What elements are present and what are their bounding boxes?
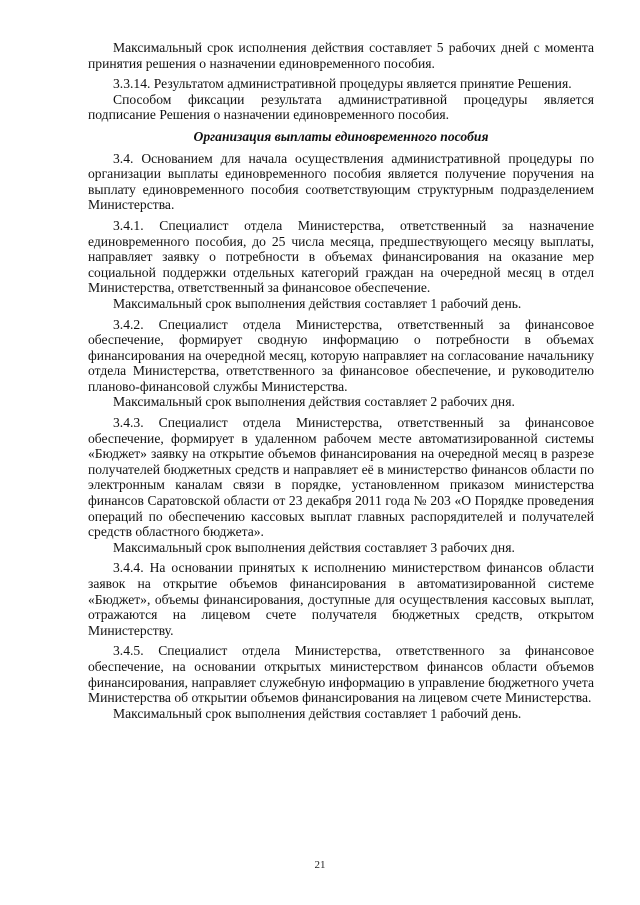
paragraph-max-term-1-day: Максимальный срок выполнения действия составляет 1 рабочий день. xyxy=(113,295,522,311)
paragraph-max-term-1-day-final: Максимальный срок выполнения действия составляет 1 рабочий день. xyxy=(113,705,522,721)
paragraph-max-term-3-days: Максимальный срок выполнения действия составляет 3 рабочих дня. xyxy=(113,539,515,555)
paragraph-fixation-method: Способом фиксации результата административной процедуры является подписание Решения о назначении единовременного пособия. xyxy=(88,91,594,123)
page-number: 21 xyxy=(314,859,326,871)
paragraph-3-4-4: 3.4.4. На основании принятых к исполнению министерством финансов области заявок на открытие объемов финансирования в автоматизированной системе «Бюджет», объемы финансирования, доступные для осуществления кассовых выплат, отражаются на лицевом счете получателя бюджетных средств, открытом Министерству. xyxy=(88,560,594,638)
paragraph-3-4-3: 3.4.3. Специалист отдела Министерства, ответственный за финансовое обеспечение, формирует в удаленном рабочем месте автоматизированной системы «Бюджет» заявку на открытие объемов финансирования на очередной месяц в разрезе получателей бюджетных средств и направляет её в министерство финансов области по электронным каналам связи в порядке, установленном приказом министерства финансов Саратовской области от 23 декабря 2011 года № 203 «О Порядке проведения операций по обеспечению кассовых выплат главных распорядителей и получателей средств областного бюджета». xyxy=(88,415,594,540)
paragraph-3-4-1: 3.4.1. Специалист отдела Министерства, ответственный за назначение единовременного пособия, до 25 числа месяца, предшествующего месяцу выплаты, направляет заявку о потребности в объемах финансирования на оказание мер социальной поддержки отдельных категорий граждан на очередной месяц в отдел Министерства, ответственный за финансовое обеспечение. xyxy=(88,217,594,296)
paragraph-max-term-2-days: Максимальный срок выполнения действия составляет 2 рабочих дня. xyxy=(113,394,515,410)
document-page xyxy=(88,40,594,721)
paragraph-3-4-5: 3.4.5. Специалист отдела Министерства, ответственного за финансовое обеспечение, на основании открытых министерством финансов области объемов финансирования, направляет служебную информацию в управление бюджетного учета Министерства об открытии объемов финансирования на лицевом счете Министерства. xyxy=(88,643,594,706)
paragraph-3-4-2: 3.4.2. Специалист отдела Министерства, ответственный за финансовое обеспечение, формирует сводную информацию о потребности в объемах финансирования на очередной месяц, которую направляет на согласование начальнику отдела Министерства, ответственного за финансовое обеспечение, и руководителю планово-финансовой службы Министерства. xyxy=(88,316,594,394)
paragraph-3-3-14: 3.3.14. Результатом административной процедуры является принятие Решения. xyxy=(113,76,572,92)
section-heading: Организация выплаты единовременного пособия xyxy=(193,128,489,144)
paragraph-max-term-5-days: Максимальный срок исполнения действия составляет 5 рабочих дней с момента принятия решения о назначении единовременного пособия. xyxy=(88,40,594,71)
paragraph-3-4: 3.4. Основанием для начала осуществления административной процедуры по организации выплаты единовременного пособия является получение поручения на выплату единовременного пособия соответствующим структурным подразделением Министерства. xyxy=(88,150,594,213)
